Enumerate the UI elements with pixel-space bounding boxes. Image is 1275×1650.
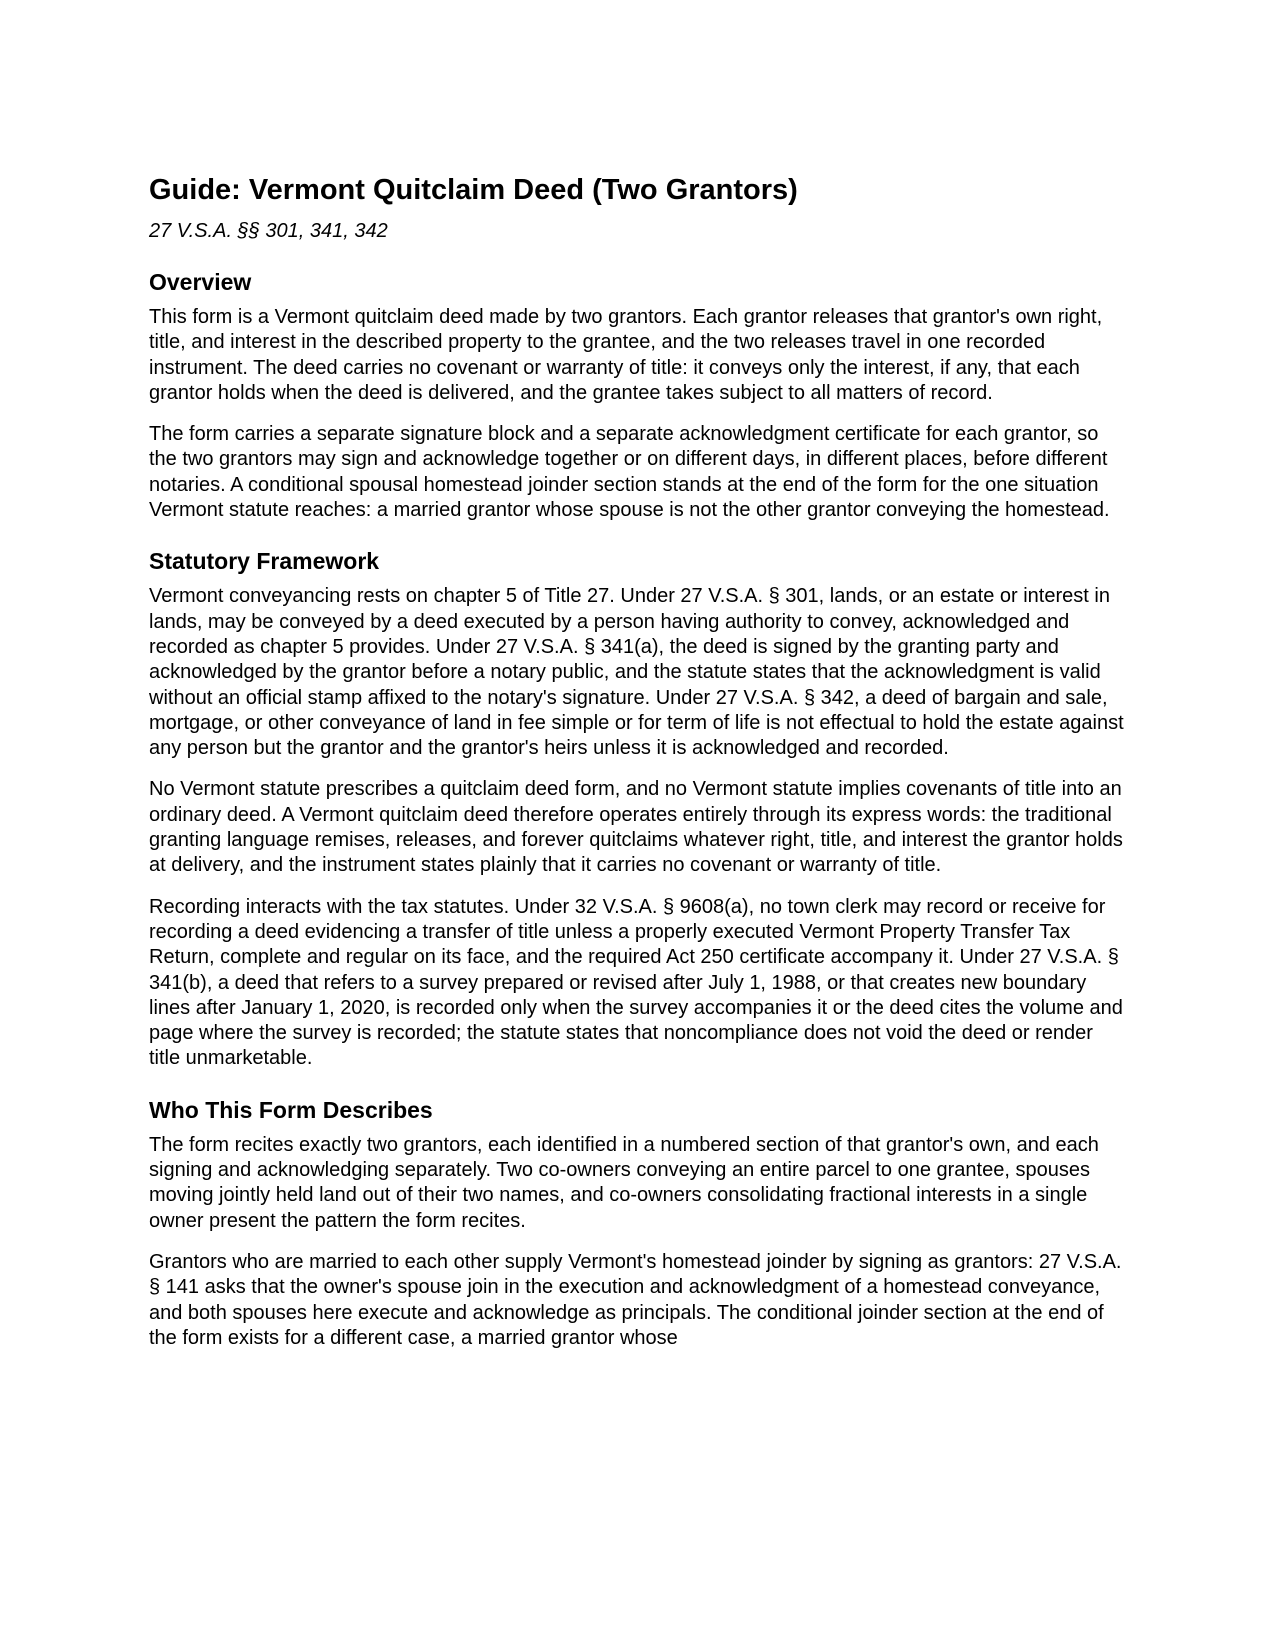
statutory-framework-paragraph-2: No Vermont statute prescribes a quitclaim deed form, and no Vermont statute implies covenants of title into an ordinary deed. A Vermont quitclaim deed therefore operates entirely through its express words: the traditional granting language remises, releases, and forever quitclaims whatever right, title, and interest the grantor holds at delivery, and the instrument states plainly that it carries no covenant or warranty of title. xyxy=(149,778,1123,877)
who-form-describes-paragraph-2: Grantors who are married to each other supply Vermont's homestead joinder by signing as grantors: 27 V.S.A. § 141 asks that the owner's spouse join in the execution and acknowledgment of a homestead conveyance, and both spouses here execute and acknowledge as principals. The conditional joinder section at the end of the form exists for a different case, a married grantor whose xyxy=(149,1250,1122,1349)
section-heading-who-this-form-describes: Who This Form Describes xyxy=(149,1096,433,1123)
overview-paragraph-1: This form is a Vermont quitclaim deed made by two grantors. Each grantor releases that grantor's own right, title, and interest in the described property to the grantee, and the two releases travel in one recorded instrument. The deed carries no covenant or warranty of title: it conveys only the interest, if any, that each grantor holds when the deed is delivered, and the grantee takes subject to all matters of record. xyxy=(149,306,1103,404)
overview-paragraph-2: The form carries a separate signature block and a separate acknowledgment certificate for each grantor, so the two grantors may sign and acknowledge together or on different days, in different places, before different notaries. A conditional spousal homestead joinder section stands at the end of the form for the one situation Vermont statute reaches: a married grantor whose spouse is not the other grantor conveying the homestead. xyxy=(149,423,1110,522)
who-form-describes-paragraph-1: The form recites exactly two grantors, each identified in a numbered section of that grantor's own, and each signing and acknowledging separately. Two co-owners conveying an entire parcel to one grantee, spouses moving jointly held land out of their two names, and co-owners consolidating fractional interests in a single owner present the pattern the form recites. xyxy=(149,1133,1099,1232)
statutory-framework-paragraph-3: Recording interacts with the tax statutes. Under 32 V.S.A. § 9608(a), no town clerk may record or receive for recording a deed evidencing a transfer of title unless a properly executed Vermont Property Transfer Tax Return, complete and regular on its face, and the required Act 250 certificate accompany it. Under 27 V.S.A. § 341(b), a deed that refers to a survey prepared or revised after July 1, 1988, or that creates new boundary lines after January 1, 2020, is recorded only when the survey accompanies it or the deed cites the volume and page where the survey is recorded; the statute states that noncompliance does not void the deed or render title unmarketable. xyxy=(149,895,1123,1070)
document-title: Guide: Vermont Quitclaim Deed (Two Grantors) xyxy=(149,174,798,206)
section-heading-statutory-framework: Statutory Framework xyxy=(149,548,380,575)
statute-citation: 27 V.S.A. §§ 301, 341, 342 xyxy=(149,220,388,242)
section-heading-overview: Overview xyxy=(149,269,252,295)
document-page xyxy=(149,172,1129,1351)
statutory-framework-paragraph-1: Vermont conveyancing rests on chapter 5 of Title 27. Under 27 V.S.A. § 301, lands, or an estate or interest in lands, may be conveyed by a deed executed by a person having authority to convey, acknowledged and recorded as chapter 5 provides. Under 27 V.S.A. § 341(a), the deed is signed by the granting party and acknowledged by the grantor before a notary public, and the statute states that the acknowledgment is valid without an official stamp affixed to the notary's signature. Under 27 V.S.A. § 342, a deed of bargain and sale, mortgage, or other conveyance of land in fee simple or for term of life is not effectual to hold the estate against any person but the grantor and the grantor's heirs unless it is acknowledged and recorded. xyxy=(149,585,1124,760)
